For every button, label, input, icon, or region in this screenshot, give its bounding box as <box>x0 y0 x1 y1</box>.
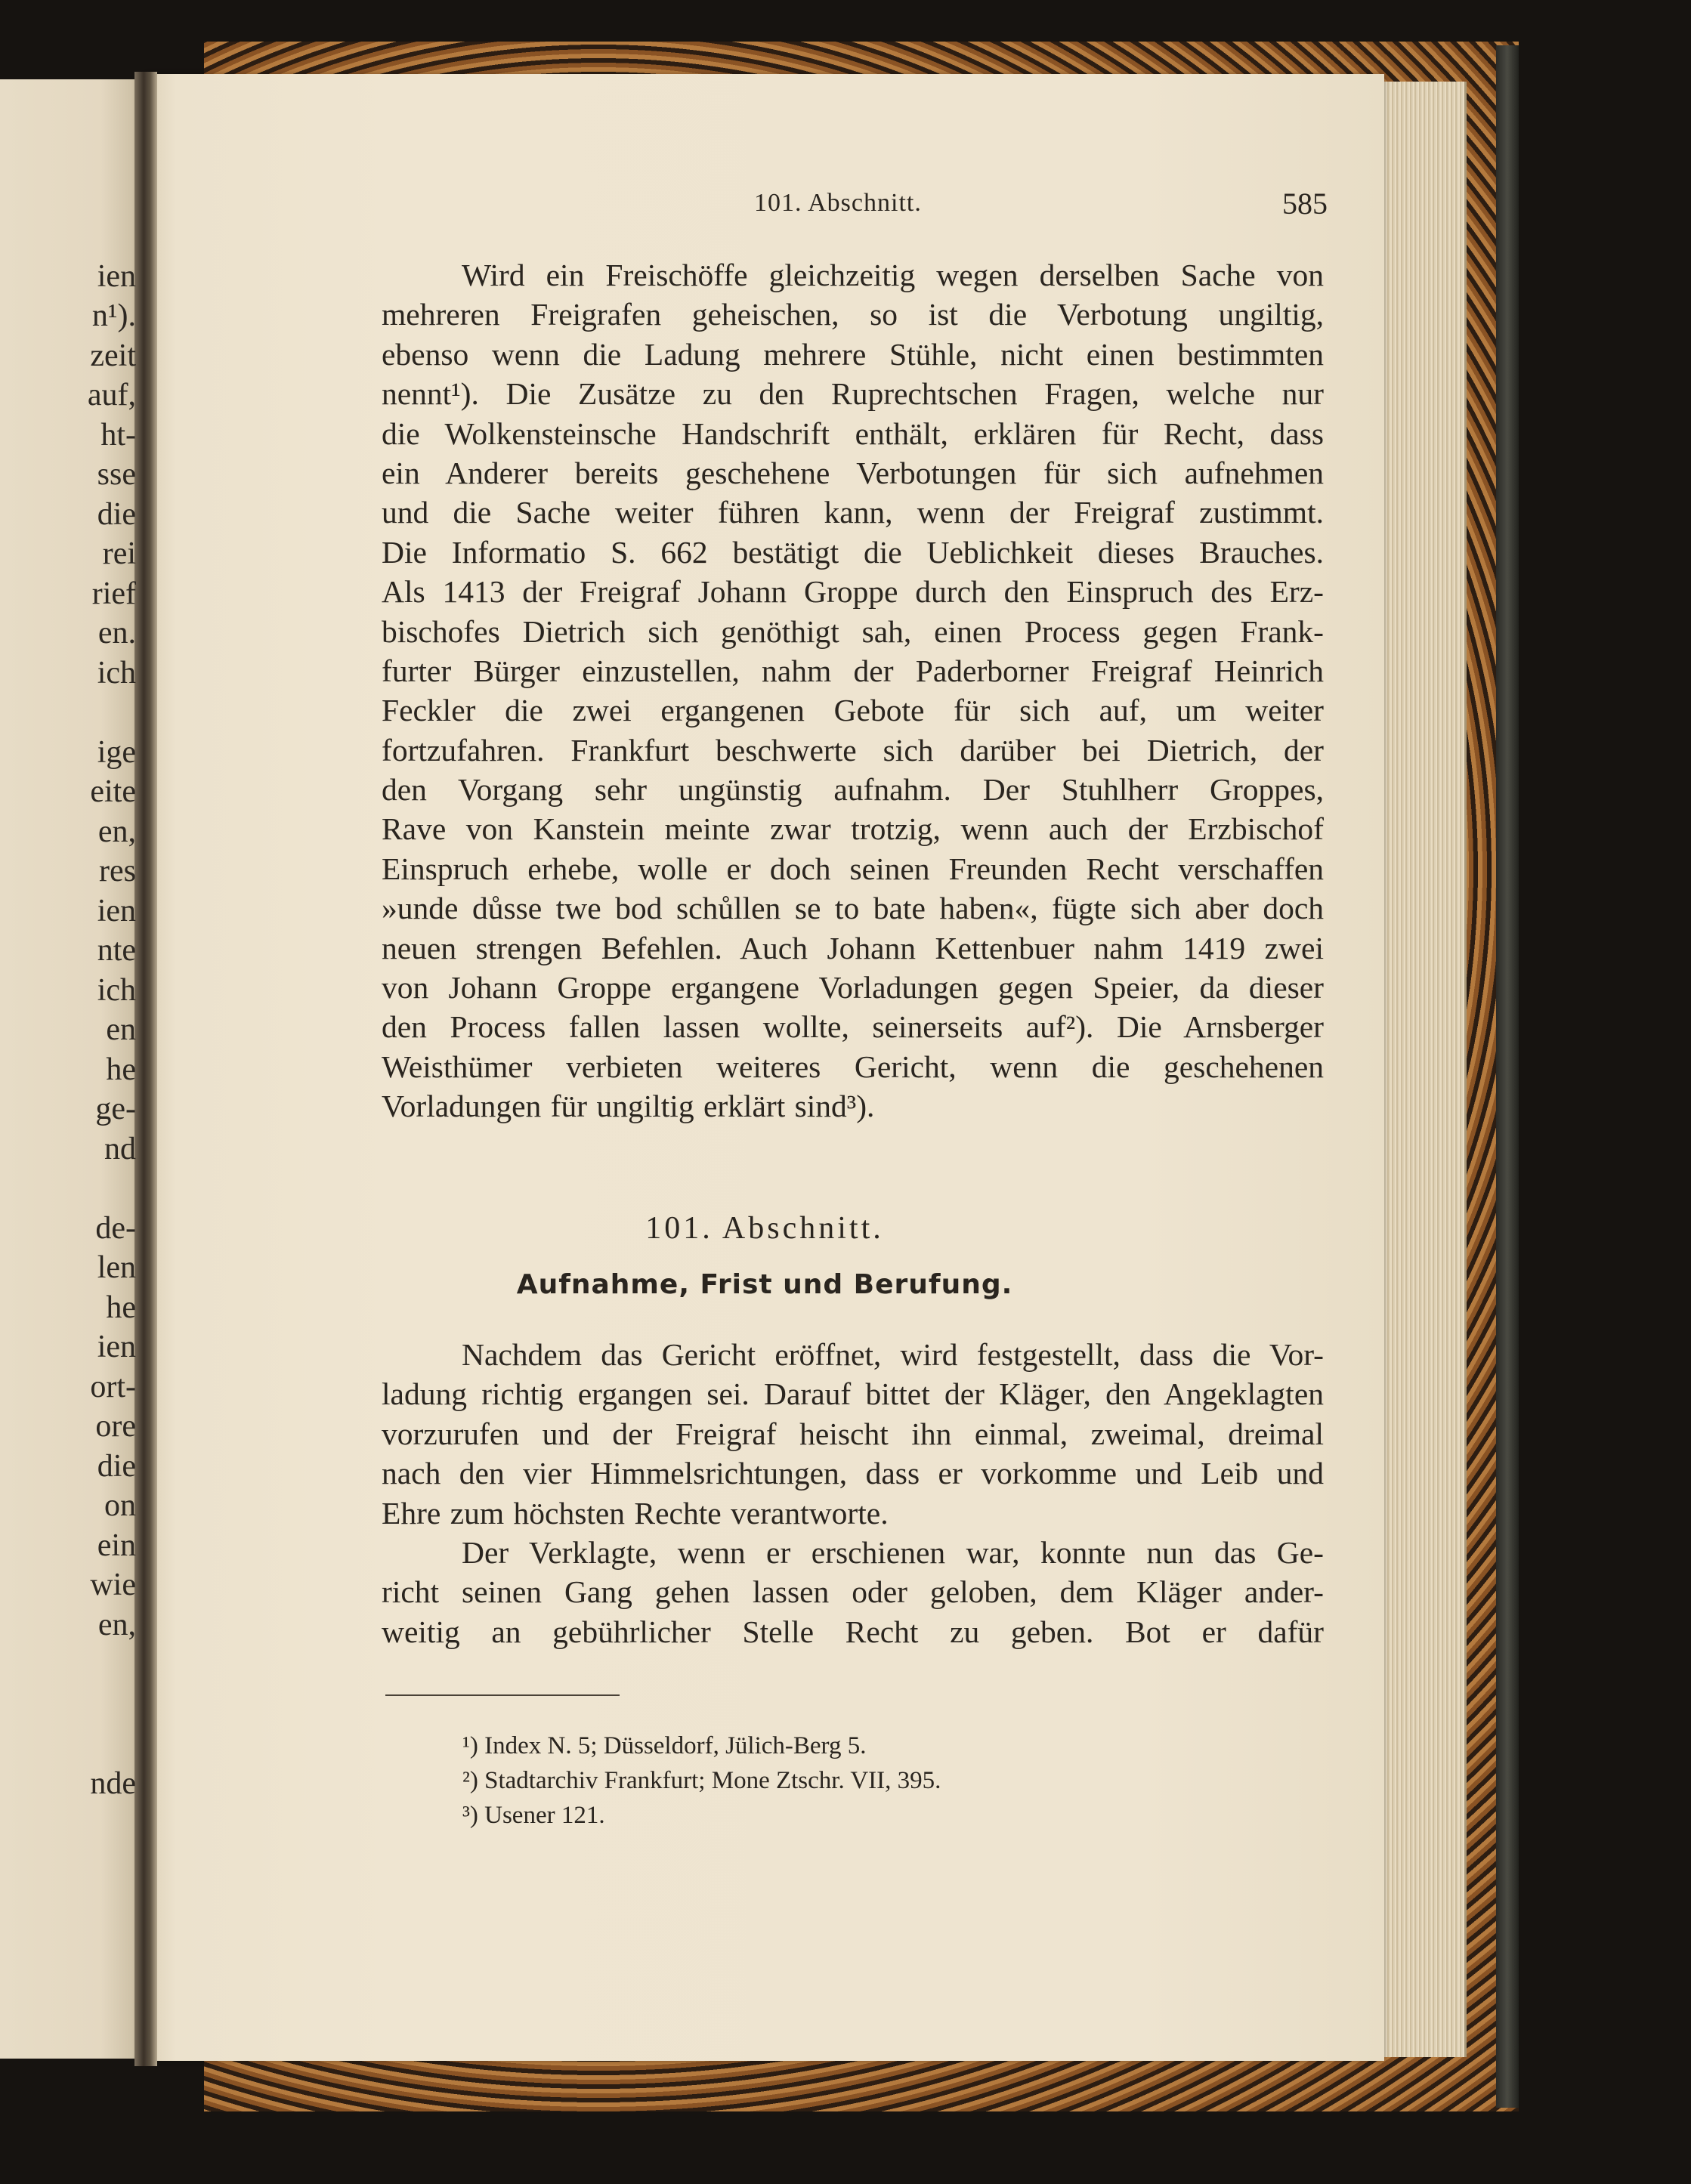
paragraph-1 <box>382 255 1324 1126</box>
previous-page-fragment: n¹). <box>91 298 136 333</box>
previous-page-fragment: ien <box>97 259 136 294</box>
previous-page-fragment: ich <box>97 973 136 1008</box>
text-line: ladung richtig ergangen sei. Darauf bittet der Kläger, den Angeklagten <box>382 1376 1324 1412</box>
previous-page-fragment: ore <box>95 1409 136 1444</box>
text-line: Nachdem das Gericht eröffnet, wird festgestellt, dass die Vor- <box>462 1337 1324 1372</box>
previous-page-fragment: nde <box>90 1766 136 1801</box>
previous-page-fragment: ge- <box>95 1092 136 1126</box>
text-line: ebenso wenn die Ladung mehrere Stühle, nicht einen bestimmten <box>382 336 1324 372</box>
text-line: von Johann Groppe ergangene Vorladungen gegen Speier, da dieser <box>382 970 1324 1006</box>
paragraph-3 <box>382 1533 1324 1651</box>
previous-page-fragment: en <box>106 1012 136 1047</box>
previous-page-fragment: sse <box>97 457 136 492</box>
previous-page-fragment: die <box>97 497 136 532</box>
previous-page-fragment: en, <box>97 1608 136 1642</box>
text-line: Vorladungen für ungiltig erklärt sind³). <box>382 1089 875 1124</box>
text-line: Ehre zum höchsten Rechte verantworte. <box>382 1495 889 1531</box>
previous-page-fragment: en. <box>97 616 136 650</box>
previous-page-fragment: ien <box>97 894 136 928</box>
text-line: fortzufahren. Frankfurt beschwerte sich darüber bei Dietrich, der <box>382 732 1324 768</box>
previous-page-fragment: wie <box>90 1568 136 1602</box>
text-line: Der Verklagte, wenn er erschienen war, konnte nun das Ge- <box>462 1535 1324 1570</box>
running-head: 101. Abschnitt. <box>754 189 922 217</box>
previous-page-fragment: ich <box>97 656 136 690</box>
previous-page-fragment: nd <box>104 1132 136 1166</box>
previous-page-fragment: nte <box>97 933 136 968</box>
text-line: Rave von Kanstein meinte zwar trotzig, wenn auch der Erzbischof <box>382 811 1324 847</box>
text-line: vorzurufen und der Freigraf heischt ihn einmal, zweimal, dreimal <box>382 1416 1324 1451</box>
previous-page-fragment: rief <box>91 576 136 611</box>
text-line: die Wolkensteinsche Handschrift enthält, erklären für Recht, dass <box>382 415 1324 451</box>
paragraph-2 <box>382 1335 1324 1533</box>
previous-page-fragment: ige <box>97 735 136 770</box>
previous-page-fragment: de- <box>95 1211 136 1246</box>
previous-page-text <box>0 0 136 2184</box>
footnote-2: ²) Stadtarchiv Frankfurt; Mone Ztschr. VII, 395. <box>462 1767 941 1794</box>
footnote-1: ¹) Index N. 5; Düsseldorf, Jülich-Berg 5. <box>462 1732 867 1759</box>
text-line: ein Anderer bereits geschehene Verbotungen für sich aufnehmen <box>382 455 1324 490</box>
previous-page-fragment: ein <box>97 1528 136 1563</box>
footnote-3: ³) Usener 121. <box>462 1802 605 1829</box>
text-line: Als 1413 der Freigraf Johann Groppe durch den Einspruch des Erz- <box>382 574 1324 610</box>
previous-page-fragment: res <box>99 854 136 888</box>
section-title: Aufnahme, Frist und Berufung. <box>516 1269 1013 1300</box>
text-line: furter Bürger einzustellen, nahm der Paderborner Freigraf Heinrich <box>382 653 1324 688</box>
section-number: 101. Abschnitt. <box>645 1211 884 1246</box>
previous-page-fragment: ort- <box>90 1370 136 1404</box>
text-line: Wird ein Freischöffe gleichzeitig wegen derselben Sache von <box>462 258 1324 292</box>
text-line: neuen strengen Befehlen. Auch Johann Kettenbuer nahm 1419 zwei <box>382 930 1324 965</box>
text-line: richt seinen Gang gehen lassen oder geloben, dem Kläger ander- <box>382 1574 1324 1610</box>
text-line: mehreren Freigrafen geheischen, so ist die Verbotung ungiltig, <box>382 297 1324 332</box>
text-line: nach den vier Himmelsrichtungen, dass er vorkomme und Leib und <box>382 1456 1324 1491</box>
text-line: weitig an gebührlicher Stelle Recht zu geben. Bot er dafür <box>382 1614 1324 1649</box>
book-cover-edge <box>1496 45 1519 2108</box>
previous-page-fragment: en, <box>97 814 136 849</box>
text-line: Die Informatio S. 662 bestätigt die Ueblichkeit dieses Brauches. <box>382 534 1324 570</box>
previous-page-fragment: zeit <box>90 338 136 373</box>
page-edges <box>1381 82 1467 2057</box>
text-line: Weisthümer verbieten weiteres Gericht, wenn die geschehenen <box>382 1049 1324 1084</box>
text-line: und die Sache weiter führen kann, wenn der Freigraf zustimmt. <box>382 495 1324 530</box>
text-line: Feckler die zwei ergangenen Gebote für sich auf, um weiter <box>382 693 1324 728</box>
page-content <box>145 0 1384 2184</box>
previous-page-fragment: he <box>106 1290 136 1325</box>
previous-page-fragment: ien <box>97 1330 136 1364</box>
text-line: Einspruch erhebe, wolle er doch seinen Freunden Recht verschaffen <box>382 851 1324 886</box>
footnote-rule <box>385 1694 620 1696</box>
previous-page-fragment: eite <box>90 774 136 809</box>
previous-page-fragment: die <box>97 1449 136 1484</box>
text-line: den Vorgang sehr ungünstig aufnahm. Der Stuhlherr Groppes, <box>382 772 1324 808</box>
page-number: 585 <box>1282 187 1328 221</box>
text-line: »unde důsse twe bod schůllen se to bate haben«, fügte sich aber doch <box>382 891 1324 926</box>
previous-page-fragment: he <box>106 1052 136 1087</box>
text-line: den Process fallen lassen wollte, seinerseits auf²). Die Arnsberger <box>382 1009 1324 1045</box>
previous-page-fragment: ht- <box>100 418 136 453</box>
previous-page-fragment: auf, <box>87 378 136 412</box>
previous-page-fragment: len <box>97 1250 136 1285</box>
text-line: bischofes Dietrich sich genöthigt sah, einen Process gegen Frank- <box>382 613 1324 649</box>
previous-page-fragment: rei <box>102 536 136 571</box>
text-line: nennt¹). Die Zusätze zu den Ruprechtschen Fragen, welche nur <box>382 376 1324 412</box>
previous-page-fragment: on <box>104 1488 136 1523</box>
